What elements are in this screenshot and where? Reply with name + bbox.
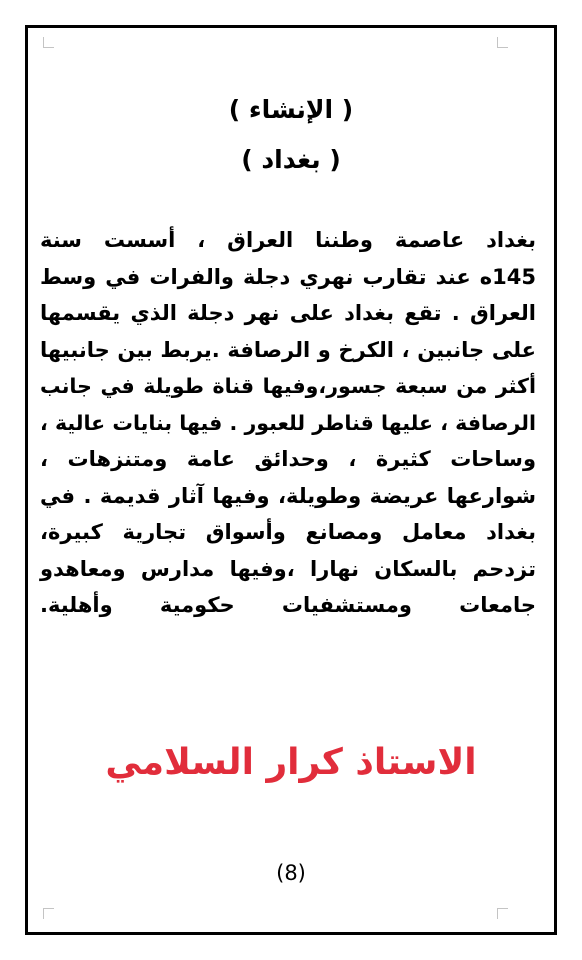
body-line: العراق . تقع بغداد على نهر دجلة الذي يقسمها (40, 301, 536, 325)
page-number: (8) (276, 861, 306, 885)
body-line: على جانبين ، الكرخ و الرصافة .يربط بين جانبيها (40, 337, 536, 362)
body-line: أكثر من سبعة جسور،وفيها قناة طويلة في جانب (40, 374, 536, 398)
body-line: بغداد عاصمة وطننا العراق ، أسست سنة (40, 228, 536, 252)
crop-mark-bottom-right (497, 908, 508, 919)
crop-mark-top-right (497, 37, 508, 48)
page-subtitle: ( بغداد ) (241, 145, 341, 174)
essay-body (40, 222, 536, 624)
body-line: 145ه عند تقارب نهري دجلة والفرات في وسط (40, 264, 536, 289)
body-line: الرصافة ، عليها قناطر للعبور . فيها بنايات عالية ، (40, 410, 536, 435)
body-line: بغداد معامل ومصانع وأسواق تجارية كبيرة، (40, 520, 536, 544)
page-title: ( الإنشاء ) (228, 95, 354, 124)
body-line: تزدحم بالسكان نهارا ،وفيها مدارس ومعاهدو (40, 556, 536, 581)
body-line: شوارعها عريضة وطويلة، وفيها آثار قديمة . في (40, 483, 536, 508)
crop-mark-top-left (43, 37, 54, 48)
crop-mark-bottom-left (43, 908, 54, 919)
author-signature: الاستاذ كرار السلامي (105, 742, 477, 783)
body-line: جامعات ومستشفيات حكومية وأهلية. (40, 593, 536, 617)
body-line: وساحات كثيرة ، وحدائق عامة ومتنزهات ، (40, 447, 536, 471)
